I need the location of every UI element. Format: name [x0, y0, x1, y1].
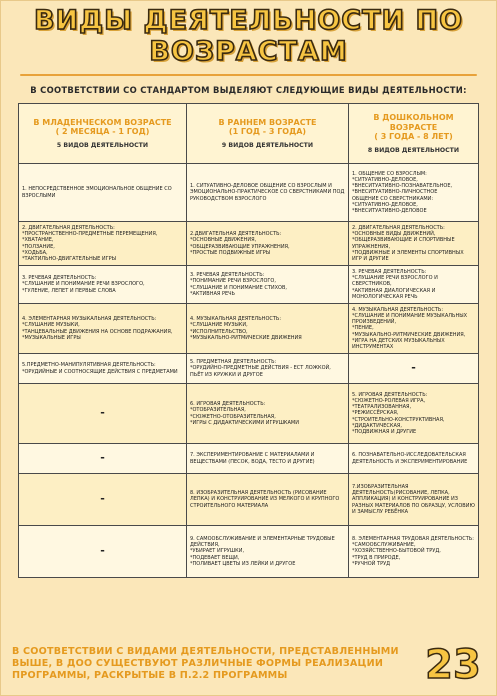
cell-line: *ХВАТАНИЕ,	[22, 237, 54, 244]
cell-line: *ОСНОВНЫЕ ВИДЫ ДВИЖЕНИЙ,	[352, 231, 436, 238]
cell-line: *СЮЖЕТНО-РОЛЕВАЯ ИГРА,	[352, 397, 426, 404]
cell-line: *ПОЛЗАНИЕ,	[22, 243, 55, 250]
table-cell	[19, 304, 187, 354]
table-cell	[187, 474, 349, 526]
cell-line: *ХОДЬБА,	[22, 249, 48, 256]
table-cell	[19, 526, 187, 578]
table-row	[19, 266, 479, 304]
cell-line: *ИГРА НА ДЕТСКИХ МУЗЫКАЛЬНЫХ ИНСТРУМЕНТАХ	[352, 337, 445, 350]
cell-line: *ПРОСТРАНСТВЕННО-ПРЕДМЕТНЫЕ ПЕРЕМЕЩЕНИЯ,	[22, 231, 158, 238]
table-cell	[19, 222, 187, 266]
cell-line: 1. НЕПОСРЕДСТВЕННОЕ ЭМОЦИОНАЛЬНОЕ ОБЩЕНИЕ СО ВЗРОСЛЫМИ	[22, 186, 172, 199]
cell-line: -	[100, 451, 105, 465]
table-cell	[349, 384, 479, 444]
table-row	[19, 526, 479, 578]
age-range: ( 3 ГОДА - 8 ЛЕТ)	[374, 132, 453, 142]
cell-line: *РЕЖИССЁРСКАЯ,	[352, 410, 399, 417]
column-header-preschool	[349, 104, 479, 164]
cell-line: *ТАКТИЛЬНО-ДВИГАТЕЛЬНЫЕ ИГРЫ	[22, 255, 117, 262]
table-cell	[19, 354, 187, 384]
title-line-2: ВОЗРАСТАМ	[149, 36, 348, 67]
table-cell	[187, 304, 349, 354]
cell-line: -	[100, 406, 105, 420]
age-title: В РАННЕМ ВОЗРАСТЕ	[218, 117, 317, 127]
table-cell	[19, 384, 187, 444]
cell-line: ОБЩЕНИЕ СО СВЕРСТНИКАМИ:	[352, 195, 434, 202]
cell-line: *ОРУДИЙНО-ПРЕДМЕТНЫЕ ДЕЙСТВИЯ - ЕСТ ЛОЖКОЙ, ПЬЁТ ИЗ КРУЖКИ И ДРУГОЕ	[190, 365, 331, 378]
cell-line: *ПОДВИЖНАЯ И ДРУГИЕ	[352, 429, 417, 435]
cell-line: *ОТОБРАЗИТЕЛЬНАЯ,	[190, 407, 246, 414]
cell-line: *АКТИВНАЯ ДИАЛОГИЧЕСКАЯ И МОНОЛОГИЧЕСКАЯ РЕЧЬ	[352, 287, 436, 300]
cell-line: *ПОДЕВАЕТ ВЕЩИ,	[190, 554, 240, 561]
decorative-divider	[20, 74, 477, 76]
cell-line: *МУЗЫКАЛЬНЫЕ ИГРЫ	[22, 334, 81, 341]
table-cell	[349, 266, 479, 304]
cell-line: *ТРУД В ПРИРОДЕ,	[352, 554, 401, 561]
cell-line: *ПОНИМАНИЕ РЕЧИ ВЗРОСЛОГО,	[190, 278, 276, 285]
cell-line: 3. РЕЧЕВАЯ ДЕЯТЕЛЬНОСТЬ:	[190, 272, 265, 279]
cell-line: 6. ИГРОВАЯ ДЕЯТЕЛЬНОСТЬ:	[190, 401, 266, 408]
cell-line: *СТРОИТЕЛЬНО-КОНСТРУКТИВНАЯ,	[352, 416, 445, 423]
cell-line: *ОСНОВНЫЕ ДВИЖЕНИЯ,	[190, 237, 257, 244]
table-cell	[19, 444, 187, 474]
cell-line: *ОБЩЕРАЗВИВАЮЩИЕ УПРАЖНЕНИЯ,	[190, 243, 290, 250]
table-cell	[349, 474, 479, 526]
cell-line: *СЛУШАНИЕ РЕЧИ ВЗРОСЛОГО И СВЕРСТНИКОВ,	[352, 275, 438, 288]
cell-line: 5.ПРЕДМЕТНО-МАНИПУЛЯТИВНАЯ ДЕЯТЕЛЬНОСТЬ:	[22, 362, 156, 369]
table-cell	[187, 164, 349, 222]
cell-line: *МУЗЫКАЛЬНО-РИТМИЧЕСКИЕ ДВИЖЕНИЯ,	[352, 331, 466, 338]
table-cell	[19, 164, 187, 222]
table-row	[19, 444, 479, 474]
cell-line: *МУЗЫКАЛЬНО-РИТМИЧЕСКИЕ ДВИЖЕНИЯ	[190, 334, 302, 341]
cell-line: *ИГРЫ С ДИДАКТИЧЕСКИМИ ИГРУШКАМИ	[190, 419, 299, 426]
cell-line: 8. ЭЛЕМЕНТАРНАЯ ТРУДОВАЯ ДЕЯТЕЛЬНОСТЬ:	[352, 535, 474, 542]
activity-count: 8 ВИДОВ ДЕЯТЕЛЬНОСТИ	[367, 146, 460, 154]
table-cell	[349, 304, 479, 354]
cell-line: 2. ДВИГАТЕЛЬНАЯ ДЕЯТЕЛЬНОСТЬ:	[352, 224, 445, 231]
footer-text: В СООТВЕТСТВИИ С ВИДАМИ ДЕЯТЕЛЬНОСТИ, ПРЕДСТАВЛЕННЫМИ ВЫШЕ, В ДОО СУЩЕСТВУЮТ РАЗЛИЧНЫЕ ФОРМЫ РЕАЛИЗАЦИИ ПРОГРАММЫ, РАСКРЫТЫЕ В П.2.2 ПРОГРАММЫ	[12, 646, 399, 681]
cell-line: *ТЕАТРАЛИЗОВАННАЯ,	[352, 404, 412, 411]
cell-line: 9. САМООБСЛУЖИВАНИЕ И ЭЛЕМЕНТАРНЫЕ ТРУДОВЫЕ ДЕЙСТВИЯ,	[190, 535, 335, 549]
activities-table	[18, 103, 479, 578]
activity-count: 5 ВИДОВ ДЕЯТЕЛЬНОСТИ	[56, 141, 149, 149]
subtitle: В СООТВЕТСТВИИ СО СТАНДАРТОМ ВЫДЕЛЯЮТ СЛЕДУЮЩИЕ ВИДЫ ДЕЯТЕЛЬНОСТИ:	[30, 85, 467, 95]
table-cell	[187, 444, 349, 474]
table-cell	[187, 222, 349, 266]
table-row	[19, 222, 479, 266]
cell-line: 4. МУЗЫКАЛЬНАЯ ДЕЯТЕЛЬНОСТЬ:	[190, 316, 282, 323]
cell-line: 3. РЕЧЕВАЯ ДЕЯТЕЛЬНОСТЬ:	[22, 275, 97, 282]
cell-line: *ПОЛИВАЕТ ЦВЕТЫ ИЗ ЛЕЙКИ И ДРУГОЕ	[190, 560, 296, 567]
cell-line: *ИСПОЛНИТЕЛЬСТВО,	[190, 328, 248, 335]
page-number: 23	[425, 642, 481, 688]
column-header-early	[187, 104, 349, 164]
table-cell	[19, 266, 187, 304]
cell-line: 1. ОБЩЕНИЕ СО ВЗРОСЛЫМ:	[352, 170, 427, 177]
table-cell	[349, 164, 479, 222]
cell-line: -	[100, 492, 105, 506]
cell-line: *УБИРАЕТ ИГРУШКИ,	[190, 548, 245, 555]
table-cell	[349, 354, 479, 384]
age-title: В МЛАДЕНЧЕСКОМ ВОЗРАСТЕ	[33, 117, 172, 127]
cell-line: *ДИДАКТИЧЕСКАЯ,	[352, 422, 402, 429]
cell-line: *СЛУШАНИЕ И ПОНИМАНИЕ МУЗЫКАЛЬНЫХ ПРОИЗВЕДЕНИЙ,	[352, 312, 468, 326]
cell-line: 8. ИЗОБРАЗИТЕЛЬНАЯ ДЕЯТЕЛЬНОСТЬ (РИСОВАНИЕ ЛЕПКА) И КОНСТРУИРОВАНИЕ ИЗ МЕЛКОГО И КРУПНОГО СТРОИТЕЛЬНОГО МАТЕРИАЛА	[190, 490, 340, 509]
table-cell	[349, 222, 479, 266]
cell-line: *ОБЩЕРАЗВИВАЮЩИЕ И СПОРТИВНЫЕ УПРАЖНЕНИЯ,	[352, 237, 455, 250]
cell-line: 2. ДВИГАТЕЛЬНАЯ ДЕЯТЕЛЬНОСТЬ:	[22, 224, 115, 231]
cell-line: 4. ЭЛЕМЕНТАРНАЯ МУЗЫКАЛЬНАЯ ДЕЯТЕЛЬНОСТЬ:	[22, 316, 157, 323]
table-row	[19, 164, 479, 222]
cell-line: *ГУЛЕНИЕ, ЛЕПЕТ И ПЕРВЫЕ СЛОВА	[22, 287, 116, 294]
cell-line: *СЮЖЕТНО-ОТОБРАЗИТЕЛЬНАЯ,	[190, 413, 276, 420]
cell-line: *АКТИВНАЯ РЕЧЬ	[190, 290, 235, 297]
cell-line: *ВНЕСИТУАТИВНО-ЛИЧНОСТНОЕ	[352, 189, 438, 196]
cell-line: 5. ПРЕДМЕТНАЯ ДЕЯТЕЛЬНОСТЬ:	[190, 359, 277, 366]
cell-line: *РУЧНОЙ ТРУД	[352, 560, 391, 567]
table-cell	[187, 266, 349, 304]
column-header-infancy	[19, 104, 187, 164]
cell-line: *СЛУШАНИЕ И ПОНИМАНИЕ РЕЧИ ВЗРОСЛОГО,	[22, 281, 145, 288]
page-title	[0, 5, 497, 67]
age-title: В ДОШКОЛЬНОМ ВОЗРАСТЕ	[373, 113, 454, 132]
age-range: ( 2 МЕСЯЦА - 1 ГОД)	[55, 127, 150, 137]
cell-line: *ХОЗЯЙСТВЕННО-БЫТОВОЙ ТРУД,	[352, 548, 441, 555]
cell-line: 7.ИЗОБРАЗИТЕЛЬНАЯ ДЕЯТЕЛЬНОСТЬ(РИСОВАНИЕ, ЛЕПКА, АППЛИКАЦИЯ) И КОНСТРУИРОВАНИЕ ИЗ РАЗНЫХ МАТЕРИАЛОВ ПО ОБРАЗЦУ, УСЛОВИЮ И ЗАМЫСЛУ РЕБЁНКА	[352, 483, 475, 515]
cell-line: *ВНЕСИТУАТИВНО-ПОЗНАВАТЕЛЬНОЕ,	[352, 183, 453, 190]
title-line-1: ВИДЫ ДЕЯТЕЛЬНОСТИ ПО	[33, 5, 464, 36]
cell-line: *СЛУШАНИЕ И ПОНИМАНИЕ СТИХОВ,	[190, 284, 287, 291]
table-cell	[349, 526, 479, 578]
activity-count: 9 ВИДОВ ДЕЯТЕЛЬНОСТИ	[221, 141, 314, 149]
cell-line: 3. РЕЧЕВАЯ ДЕЯТЕЛЬНОСТЬ:	[352, 268, 427, 275]
cell-line: 2.ДВИГАТЕЛЬНАЯ ДЕЯТЕЛЬНОСТЬ:	[190, 231, 282, 238]
table-body	[19, 164, 479, 578]
table-cell	[19, 474, 187, 526]
table-cell	[187, 526, 349, 578]
cell-line: *СИТУАТИВНО-ДЕЛОВОЕ,	[352, 176, 418, 183]
cell-line: *ТАНЦЕВАЛЬНЫЕ ДВИЖЕНИЯ НА ОСНОВЕ ПОДРАЖАНИЯ,	[22, 328, 173, 335]
cell-line: *ОРУДИЙНЫЕ И СООТНОСЯЩИЕ ДЕЙСТВИЯ С ПРЕДМЕТАМИ	[22, 368, 178, 375]
cell-line: *ПОДВИЖНЫЕ И ЭЛЕМЕНТЫ СПОРТИВНЫХ ИГР И ДРУГИЕ	[352, 249, 464, 262]
table-cell	[187, 354, 349, 384]
cell-line: 5. ИГРОВАЯ ДЕЯТЕЛЬНОСТЬ:	[352, 391, 428, 398]
cell-line: 7. ЭКСПЕРИМЕНТИРОВАНИЕ С МАТЕРИАЛАМИ И ВЕЩЕСТВАМИ (ПЕСОК, ВОДА, ТЕСТО И ДРУГИЕ)	[190, 452, 315, 465]
cell-line: -	[411, 361, 416, 375]
table-row	[19, 474, 479, 526]
table-row	[19, 304, 479, 354]
cell-line: *САМООБСЛУЖИВАНИЕ,	[352, 542, 416, 549]
cell-line: 6. ПОЗНАВАТЕЛЬНО-ИССЛЕДОВАТЕЛЬСКАЯ ДЕЯТЕЛЬНОСТЬ И ЭКСПЕРИМЕНТИРОВАНИЕ	[352, 452, 468, 465]
cell-line: -	[100, 544, 105, 558]
cell-line: *СИТУАТИВНО-ДЕЛОВОЕ,	[352, 201, 418, 208]
cell-line: *ВНЕСИТУАТИВНО-ДЕЛОВОЕ	[352, 208, 427, 214]
table-row	[19, 354, 479, 384]
cell-line: *СЛУШАНИЕ МУЗЫКИ,	[190, 322, 248, 329]
table-row	[19, 384, 479, 444]
table-cell	[349, 444, 479, 474]
cell-line: 1. СИТУАТИВНО-ДЕЛОВОЕ ОБЩЕНИЕ СО ВЗРОСЛЫМ И ЭМОЦИОНАЛЬНО-ПРАКТИЧЕСКОЕ СО СВЕРСТНИКАМИ ПОД РУКОВОДСТВОМ ВЗРОСЛОГО	[190, 183, 345, 202]
cell-line: *СЛУШАНИЕ МУЗЫКИ,	[22, 322, 80, 329]
cell-line: *ПЕНИЕ,	[352, 325, 374, 332]
age-range: (1 ГОД - 3 ГОДА)	[228, 127, 307, 137]
table-cell	[187, 384, 349, 444]
cell-line: 4. МУЗЫКАЛЬНАЯ ДЕЯТЕЛЬНОСТЬ:	[352, 306, 444, 313]
cell-line: *ПРОСТЫЕ ПОДВИЖНЫЕ ИГРЫ	[190, 249, 271, 256]
